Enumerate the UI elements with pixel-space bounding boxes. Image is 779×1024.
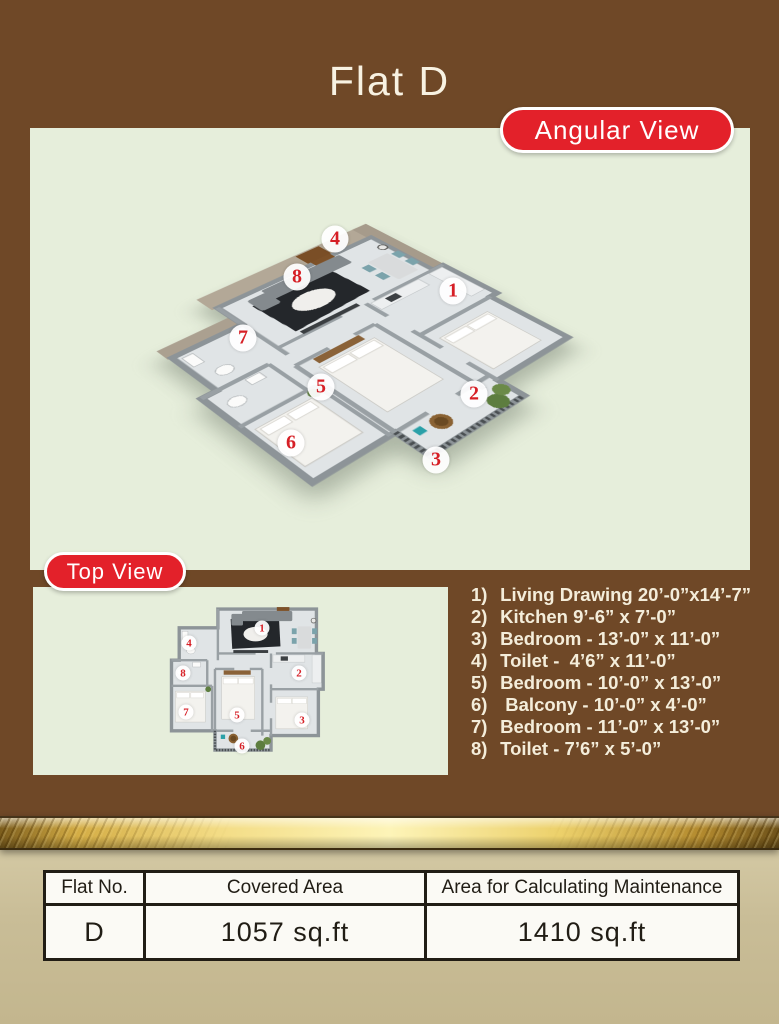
angular-room-marker-6: 6 bbox=[278, 430, 305, 457]
angular-floorplan bbox=[150, 150, 580, 545]
top-view-badge-label: Top View bbox=[66, 558, 164, 584]
legend-item-3: 3) Bedroom - 13’-0” x 11’-0” bbox=[471, 628, 721, 649]
legend-item-1: 1) Living Drawing 20’-0”x14’-7” bbox=[471, 584, 751, 605]
angular-room-marker-2: 2 bbox=[461, 381, 488, 408]
top-floorplan-image bbox=[157, 602, 329, 760]
angular-room-marker-8: 8 bbox=[284, 264, 311, 291]
legend-item-5: 5) Bedroom - 10’-0” x 13’-0” bbox=[471, 672, 722, 693]
page-title: Flat D bbox=[328, 58, 451, 104]
room-legend bbox=[471, 584, 777, 760]
legend-item-4: 4) Toilet - 4’6” x 11’-0” bbox=[471, 650, 676, 671]
header-maintenance-area: Area for Calculating Maintenance bbox=[426, 872, 739, 905]
angular-room-marker-7: 7 bbox=[230, 325, 257, 352]
top-room-marker-5: 5 bbox=[230, 708, 245, 723]
top-view-panel bbox=[33, 587, 448, 775]
top-room-marker-2: 2 bbox=[292, 666, 307, 681]
area-table bbox=[43, 870, 740, 961]
gold-pattern-left bbox=[0, 818, 234, 848]
top-view-badge bbox=[44, 552, 186, 591]
cell-maintenance-area: 1410 sq.ft bbox=[426, 905, 739, 960]
legend-item-8: 8) Toilet - 7’6” x 5’-0” bbox=[471, 738, 662, 759]
legend-item-6: 6) Balcony - 10’-0” x 4’-0” bbox=[471, 694, 707, 715]
angular-floorplan-image bbox=[69, 214, 648, 563]
top-room-marker-1: 1 bbox=[255, 621, 270, 636]
angular-view-badge bbox=[500, 107, 734, 153]
gold-pattern-right bbox=[545, 818, 779, 848]
angular-room-marker-3: 3 bbox=[423, 447, 450, 474]
header-covered-area: Covered Area bbox=[145, 872, 426, 905]
top-room-marker-8: 8 bbox=[176, 666, 191, 681]
legend-item-2: 2) Kitchen 9’-6” x 7’-0” bbox=[471, 606, 676, 627]
legend-item-7: 7) Bedroom - 11’-0” x 13’-0” bbox=[471, 716, 721, 737]
angular-view-badge-label: Angular View bbox=[534, 114, 700, 145]
gold-divider-band bbox=[0, 816, 779, 850]
area-table-data-row bbox=[45, 905, 739, 960]
cell-covered-area: 1057 sq.ft bbox=[145, 905, 426, 960]
angular-room-marker-4: 4 bbox=[322, 226, 349, 253]
top-room-marker-3: 3 bbox=[295, 713, 310, 728]
top-room-marker-4: 4 bbox=[182, 636, 197, 651]
top-room-marker-7: 7 bbox=[179, 705, 194, 720]
header-flat-no: Flat No. bbox=[45, 872, 145, 905]
cell-flat-no: D bbox=[45, 905, 145, 960]
angular-room-marker-5: 5 bbox=[308, 374, 335, 401]
area-table-header-row bbox=[45, 872, 739, 905]
top-room-marker-6: 6 bbox=[235, 739, 250, 754]
angular-room-marker-1: 1 bbox=[440, 278, 467, 305]
